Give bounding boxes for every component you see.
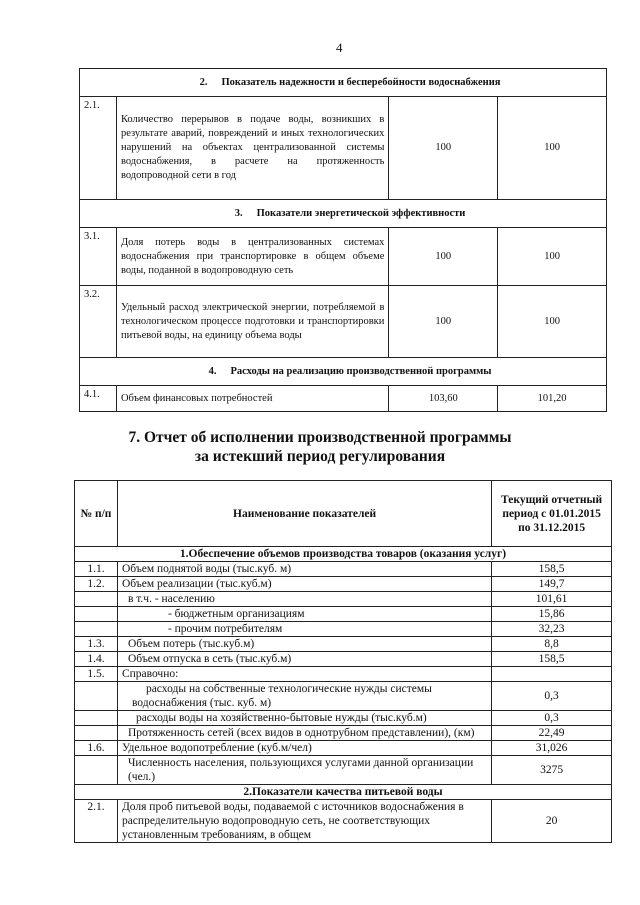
table-cell: 100 <box>498 286 607 358</box>
table-cell: Количество перерывов в подаче воды, возникших в результате аварий, повреждений и иных технологических нарушений на объектах централизованной системы водоснабжения, в расчете на протяженность водопроводной сети в год <box>116 97 388 200</box>
table-row <box>75 652 612 667</box>
table-cell: Наименование показателей <box>117 481 491 547</box>
table-cell: 31,026 <box>492 741 612 756</box>
table-cell: 3.2. <box>80 286 117 358</box>
table-cell <box>492 667 612 682</box>
table-cell: 20 <box>492 800 612 843</box>
table-cell: в т.ч. - населению <box>117 592 491 607</box>
table-row <box>75 741 612 756</box>
table-cell: 100 <box>389 228 498 286</box>
table-cell <box>75 711 118 726</box>
table-cell: Объем поднятой воды (тыс.куб. м) <box>117 562 491 577</box>
table-cell: Доля проб питьевой воды, подаваемой с источников водоснабжения в распределительную водопроводную сеть, не соответствующих установленным требованиям, в общем <box>117 800 491 843</box>
table-row <box>80 386 607 412</box>
table-row <box>75 592 612 607</box>
table-cell: 158,5 <box>492 562 612 577</box>
table-cell: 100 <box>389 97 498 200</box>
table-cell: Объем отпуска в сеть (тыс.куб.м) <box>117 652 491 667</box>
section-header: 2. Показатель надежности и бесперебойности водоснабжения <box>80 69 607 97</box>
table-cell: 158,5 <box>492 652 612 667</box>
table-cell: 1.3. <box>75 637 118 652</box>
table-row <box>75 622 612 637</box>
table-row <box>75 562 612 577</box>
table-cell: 3275 <box>492 756 612 785</box>
table-row <box>75 607 612 622</box>
table-cell: 103,60 <box>389 386 498 412</box>
header-row <box>75 481 612 547</box>
table-row <box>75 577 612 592</box>
table-cell: Доля потерь воды в централизованных системах водоснабжения при транспортировке в общем объеме воды, поданной в водопроводную сеть <box>116 228 388 286</box>
report-table <box>74 480 612 843</box>
table-cell: Численность населения, пользующихся услугами данной организации (чел.) <box>117 756 491 785</box>
section-7-title: 7. Отчет об исполнении производственной программы за истекший период регулирования <box>128 429 512 465</box>
table-cell: 1.6. <box>75 741 118 756</box>
table-row <box>75 637 612 652</box>
table-row <box>80 228 607 286</box>
table-cell: расходы на собственные технологические нужды системы водоснабжения (тыс. куб. м) <box>117 682 491 711</box>
table-cell: Удельное водопотребление (куб.м/чел) <box>117 741 491 756</box>
table-cell: 4.1. <box>80 386 117 412</box>
table-row <box>75 682 612 711</box>
section-header: 1.Обеспечение объемов производства товаров (оказания услуг) <box>75 547 612 562</box>
table-cell: 8,8 <box>492 637 612 652</box>
section-header: 4. Расходы на реализацию производственной программы <box>80 358 607 386</box>
section-header: 2.Показатели качества питьевой воды <box>75 785 612 800</box>
table-cell: 22,49 <box>492 726 612 741</box>
table-cell: 0,3 <box>492 682 612 711</box>
table-cell: Справочно: <box>117 667 491 682</box>
table-cell <box>75 592 118 607</box>
page-number: 4 <box>336 40 343 55</box>
table-cell: 1.5. <box>75 667 118 682</box>
table-cell <box>75 682 118 711</box>
table-cell: 1.2. <box>75 577 118 592</box>
table-cell <box>75 756 118 785</box>
table-cell: 15,86 <box>492 607 612 622</box>
table-cell <box>75 607 118 622</box>
table-row <box>80 97 607 200</box>
table-cell: Объем реализации (тыс.куб.м) <box>117 577 491 592</box>
table-cell <box>75 622 118 637</box>
table-cell: 3.1. <box>80 228 117 286</box>
table-cell: 101,20 <box>498 386 607 412</box>
table-cell: Текущий отчетный период с 01.01.2015 по 31.12.2015 <box>492 481 612 547</box>
table-row <box>75 667 612 682</box>
table-cell: 2.1. <box>80 97 117 200</box>
section-header: 3. Показатели энергетической эффективности <box>80 200 607 228</box>
table-cell: - прочим потребителям <box>117 622 491 637</box>
table-cell: 100 <box>498 228 607 286</box>
table-cell <box>75 726 118 741</box>
table-cell: - бюджетным организациям <box>117 607 491 622</box>
table-cell: Протяженность сетей (всех видов в однотрубном представлении), (км) <box>117 726 491 741</box>
table-cell: 1.1. <box>75 562 118 577</box>
table-cell: 1.4. <box>75 652 118 667</box>
table-cell: № п/п <box>75 481 118 547</box>
table-cell: 101,61 <box>492 592 612 607</box>
table-cell: Объем финансовых потребностей <box>116 386 388 412</box>
table-row <box>75 800 612 843</box>
table-cell: 32,23 <box>492 622 612 637</box>
table-row <box>75 726 612 741</box>
indicators-table <box>79 68 607 412</box>
table-row <box>75 711 612 726</box>
table-row <box>80 286 607 358</box>
table-cell: 100 <box>498 97 607 200</box>
table-cell: 100 <box>389 286 498 358</box>
table-cell: Объем потерь (тыс.куб.м) <box>117 637 491 652</box>
table-cell: 2.1. <box>75 800 118 843</box>
table-row <box>75 756 612 785</box>
table-cell: Удельный расход электрической энергии, потребляемой в технологическом процессе подготовки и транспортировки питьевой воды, на единицу объема воды <box>116 286 388 358</box>
table-cell: расходы воды на хозяйственно-бытовые нужды (тыс.куб.м) <box>117 711 491 726</box>
table-cell: 149,7 <box>492 577 612 592</box>
table-cell: 0,3 <box>492 711 612 726</box>
